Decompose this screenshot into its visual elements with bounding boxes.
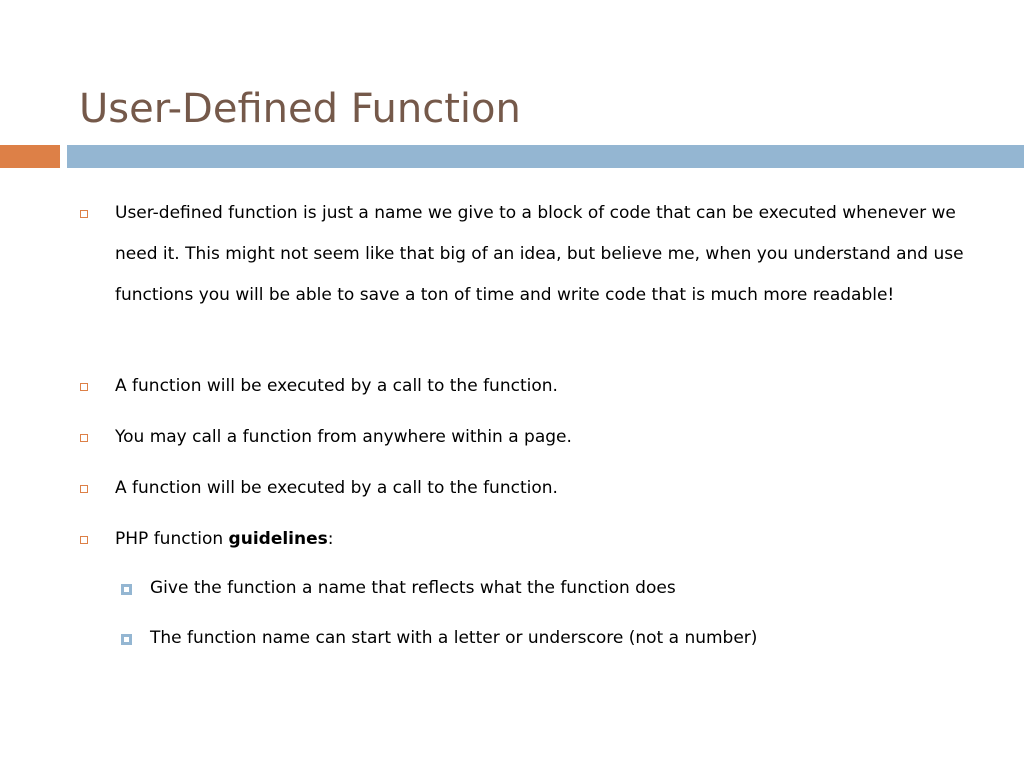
bullet-text	[115, 529, 990, 549]
bullet-text-suffix: :	[327, 529, 334, 549]
filled-square-bullet-icon	[121, 584, 132, 595]
hollow-square-bullet-icon	[80, 485, 88, 493]
filled-square-bullet-icon	[121, 634, 132, 645]
bullet-text-prefix: PHP function	[115, 529, 229, 549]
bullet-text: User-defined function is just a name we give to a block of code that can be executed whenever we need it. This might not seem like that big of an idea, but believe me, when you understand and use functions you will be able to save a ton of time and write code that is much more readable!	[115, 203, 964, 305]
bullet-text: A function will be executed by a call to the function.	[115, 478, 558, 498]
bullet-text: You may call a function from anywhere within a page.	[115, 427, 572, 447]
hollow-square-bullet-icon	[80, 210, 88, 218]
hollow-square-bullet-icon	[80, 434, 88, 442]
hollow-square-bullet-icon	[80, 536, 88, 544]
bullet-text-bold: guidelines	[228, 529, 328, 549]
hollow-square-bullet-icon	[80, 383, 88, 391]
slide-title: User-Defined Function	[79, 86, 521, 132]
sub-bullet-text: Give the function a name that reflects what the function does	[150, 578, 676, 598]
sub-bullet-text: The function name can start with a letter or underscore (not a number)	[150, 628, 758, 648]
bullet-text: A function will be executed by a call to the function.	[115, 376, 558, 396]
